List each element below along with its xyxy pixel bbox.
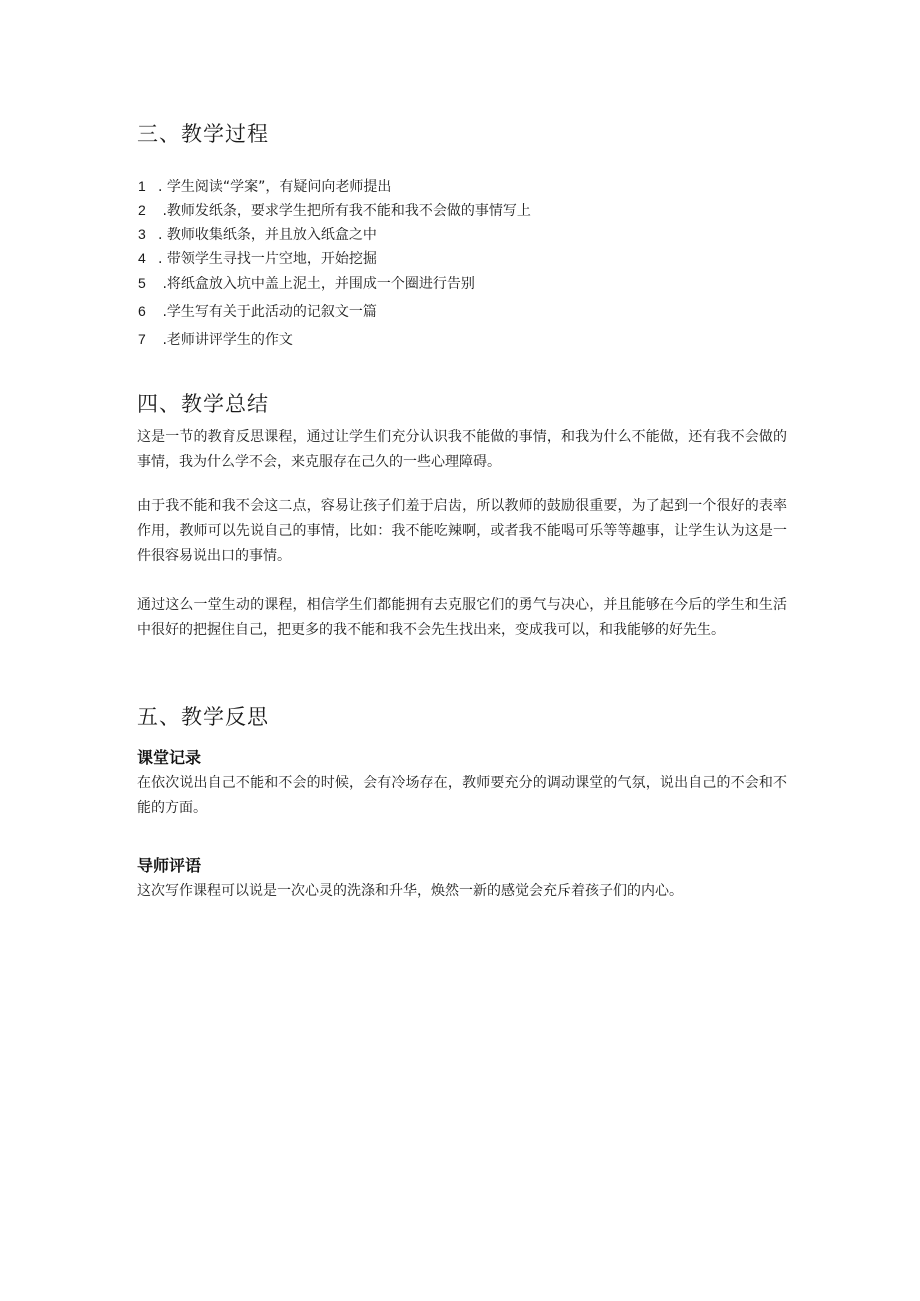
classroom-record-text: 在依次说出自己不能和不会的时候，会有冷场存在，教师要充分的调动课堂的气氛，说出自己的不会和不能的方面。 [137,775,787,816]
list-item [138,329,293,349]
list-item-number: 5 [138,275,146,291]
list-item-text: .将纸盒放入坑中盖上泥土，并围成一个圈进行告别 [158,276,475,292]
list-item-number: 4 [138,250,146,266]
section-heading-teaching-process: 三、教学过程 [137,122,269,146]
list-item-text: .教师发纸条，要求学生把所有我不能和我不会做的事情写上 [158,203,531,219]
list-item [138,176,391,196]
list-item-text: .学生写有关于此活动的记叙文一篇 [158,304,377,320]
classroom-record-title: 课堂记录 [137,750,202,767]
summary-paragraph: 通过这么一堂生动的课程，相信学生们都能拥有去克服它们的勇气与决心，并且能够在今后的学生和生活中很好的把握住自己，把更多的我不能和我不会先生找出来，变成我可以，和我能够的好先生。 [137,597,787,638]
mentor-comment-text: 这次写作课程可以说是一次心灵的洗涤和升华，焕然一新的感觉会充斥着孩子们的内心。 [137,883,683,899]
list-item-number: 1 [138,178,146,194]
list-item [138,273,475,293]
mentor-comment-title: 导师评语 [137,858,202,875]
list-item [138,224,377,244]
section-heading-teaching-reflection: 五、教学反思 [137,705,269,729]
list-item-number: 6 [138,303,146,319]
list-item-text: . 教师收集纸条，并且放入纸盒之中 [158,227,377,243]
list-item [138,301,377,321]
list-item [138,248,377,268]
list-item-number: 2 [138,202,146,218]
summary-paragraph: 这是一节的教育反思课程，通过让学生们充分认识我不能做的事情，和我为什么不能做，还有我不会做的事情，我为什么学不会，来克服存在己久的一些心理障碍。 [137,429,787,470]
list-item-number: 3 [138,226,146,242]
list-item-text: .老师讲评学生的作文 [158,332,293,348]
list-item-text: . 带领学生寻找一片空地，开始挖掘 [158,251,377,267]
section-heading-teaching-summary: 四、教学总结 [137,392,269,416]
list-item [138,200,531,220]
list-item-text: . 学生阅读“学案”，有疑问向老师提出 [158,179,392,195]
summary-paragraph: 由于我不能和我不会这二点，容易让孩子们羞于启齿，所以教师的鼓励很重要，为了起到一个很好的表率作用，教师可以先说自己的事情，比如：我不能吃辣啊，或者我不能喝可乐等等趣事，让学生认为这是一件很容易说出口的事情。 [137,498,787,564]
list-item-number: 7 [138,331,146,347]
